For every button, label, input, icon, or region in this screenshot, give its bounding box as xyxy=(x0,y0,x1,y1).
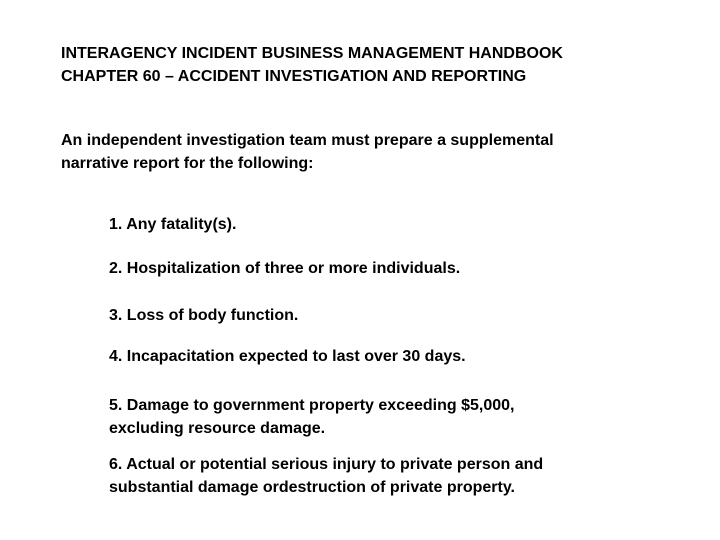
list-item-text: 4. Incapacitation expected to last over 30 days. xyxy=(109,348,466,365)
list-item xyxy=(109,394,514,440)
list-item-text: 1. Any fatality(s). xyxy=(109,216,237,233)
list-item xyxy=(109,453,543,499)
intro-line-1: An independent investigation team must prepare a supplemental xyxy=(61,132,554,149)
list-item-text: 6. Actual or potential serious injury to private person and xyxy=(109,456,544,473)
list-item-text: 5. Damage to government property exceeding $5,000, xyxy=(109,397,515,414)
list-item xyxy=(109,213,236,236)
heading-line-1: INTERAGENCY INCIDENT BUSINESS MANAGEMENT HANDBOOK xyxy=(61,45,563,62)
list-item-text: 3. Loss of body function. xyxy=(109,307,299,324)
intro-line-2: narrative report for the following: xyxy=(61,155,314,172)
list-item xyxy=(109,345,466,368)
list-item-text: 2. Hospitalization of three or more individuals. xyxy=(109,260,461,277)
list-item-text-continued: excluding resource damage. xyxy=(109,420,326,437)
document-heading xyxy=(61,42,563,88)
list-item xyxy=(109,257,460,280)
heading-line-2: CHAPTER 60 – ACCIDENT INVESTIGATION AND REPORTING xyxy=(61,68,527,85)
intro-paragraph xyxy=(61,129,661,175)
list-item-text-continued: substantial damage ordestruction of private property. xyxy=(109,479,515,496)
list-item xyxy=(109,304,298,327)
